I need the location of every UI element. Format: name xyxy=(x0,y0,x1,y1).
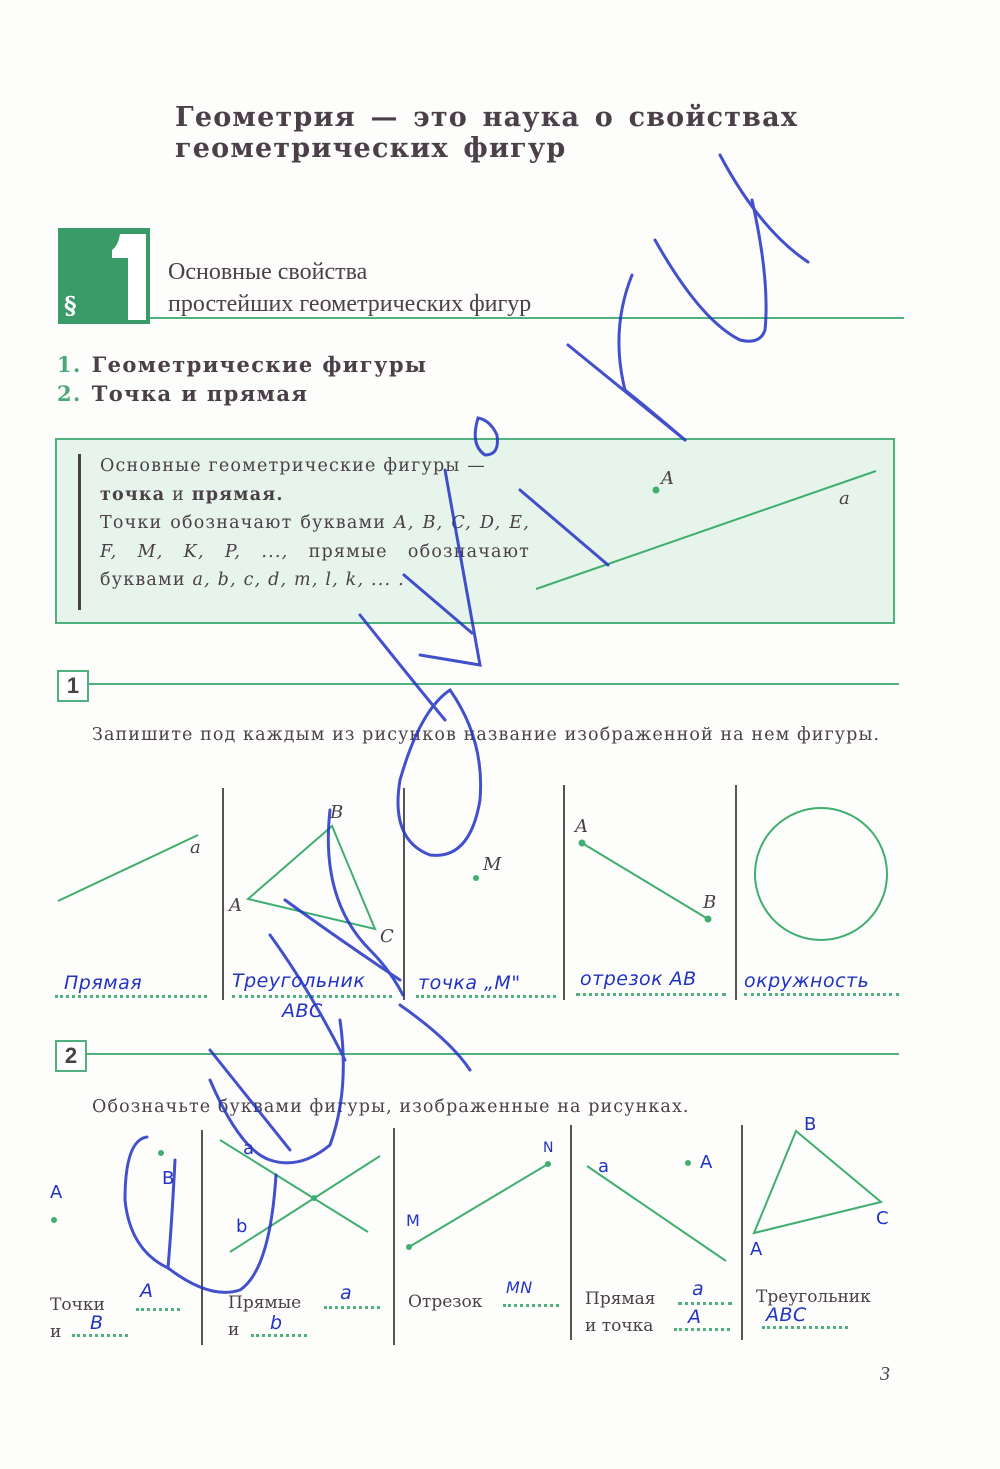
mark-N: N xyxy=(543,1140,554,1156)
handwritten-answer: a xyxy=(340,1282,353,1304)
handwritten-answer: B xyxy=(90,1312,104,1334)
svg-text:a: a xyxy=(839,488,850,509)
handwritten-answer: ABC xyxy=(766,1304,807,1326)
mark-A: A xyxy=(50,1182,63,1203)
topic-number: 1. xyxy=(57,352,82,377)
def-line: Основные геометрические фигуры — xyxy=(100,456,486,476)
mark-B: B xyxy=(162,1168,175,1189)
task-2-cell-3-label: Отрезок xyxy=(408,1292,483,1312)
label-text: и точка xyxy=(585,1316,654,1336)
mark-C3: C xyxy=(876,1208,889,1229)
page-number: 3 xyxy=(880,1363,890,1385)
svg-text:B: B xyxy=(330,802,344,823)
def-and: и xyxy=(172,484,185,505)
handwritten-answer-1: Прямая xyxy=(64,972,143,994)
topic-title: Точка и прямая xyxy=(91,381,309,406)
handwritten-answer: MN xyxy=(506,1278,533,1297)
def-points-intro: Точки обозначают буквами xyxy=(100,513,387,533)
handwritten-answer-5: окружность xyxy=(744,970,870,992)
handwritten-answer: a xyxy=(692,1278,705,1300)
svg-text:A: A xyxy=(661,468,674,489)
section-symbol: § xyxy=(64,291,77,320)
svg-text:M: M xyxy=(483,854,502,875)
svg-text:A: A xyxy=(229,895,242,916)
section-title-line-2: простейших геометрических фигур xyxy=(168,291,532,317)
label-text: Точки xyxy=(50,1295,105,1315)
handwritten-answer-2b: ABC xyxy=(282,1000,323,1022)
mark-M: M xyxy=(406,1211,420,1230)
label-text: Прямая xyxy=(585,1289,656,1309)
label-text: и xyxy=(228,1320,240,1340)
handwritten-figure-marks xyxy=(50,1114,889,1260)
svg-text:a: a xyxy=(190,837,201,858)
title-line-2: геометрических фигур xyxy=(175,133,567,164)
label-text: и xyxy=(50,1322,62,1342)
def-lines-intro: прямые обозначают буквами xyxy=(100,541,531,590)
mark-A2: A xyxy=(700,1152,713,1173)
label-text: Прямые xyxy=(228,1293,302,1313)
mark-A3: A xyxy=(750,1239,763,1260)
task-2-instruction: Обозначьте буквами фигуры, изображенные на рисунках. xyxy=(92,1097,690,1117)
topic-number: 2. xyxy=(57,381,82,406)
task-2-cell-5-label: Треугольник xyxy=(756,1287,871,1307)
handwritten-answer: b xyxy=(270,1312,283,1334)
title-line-1: Геометрия — это наука о свойствах xyxy=(175,102,799,133)
topic-title: Геометрические фигуры xyxy=(91,352,428,377)
svg-text:A: A xyxy=(575,816,588,837)
mark-b: b xyxy=(236,1216,248,1237)
handwritten-answer: A xyxy=(140,1280,154,1302)
def-bold-line: прямая. xyxy=(191,484,284,505)
def-points-letters: A, B, C, D, E, F, M, K, P, ..., xyxy=(100,513,530,562)
def-bold-point: точка xyxy=(100,484,166,505)
svg-text:C: C xyxy=(380,926,394,947)
task-2-badge: 2 xyxy=(55,1040,87,1072)
mark-B3: B xyxy=(804,1114,817,1135)
section-title-line-1: Основные свойства xyxy=(168,259,368,285)
def-lines-letters: a, b, c, d, m, l, k, ... . xyxy=(192,570,405,590)
handwritten-answer-3: точка „M" xyxy=(418,972,521,994)
task-1-instruction: Запишите под каждым из рисунков название изображенной на нем фигуры. xyxy=(92,725,881,745)
svg-text:B: B xyxy=(703,892,717,913)
handwritten-answer-2: Треугольник xyxy=(232,970,366,992)
handwritten-answer-4: отрезок AB xyxy=(580,968,697,990)
mark-a2: a xyxy=(598,1156,610,1177)
handwritten-answer: A xyxy=(688,1306,702,1328)
task-1-badge: 1 xyxy=(57,670,89,702)
mark-a: a xyxy=(243,1138,255,1159)
